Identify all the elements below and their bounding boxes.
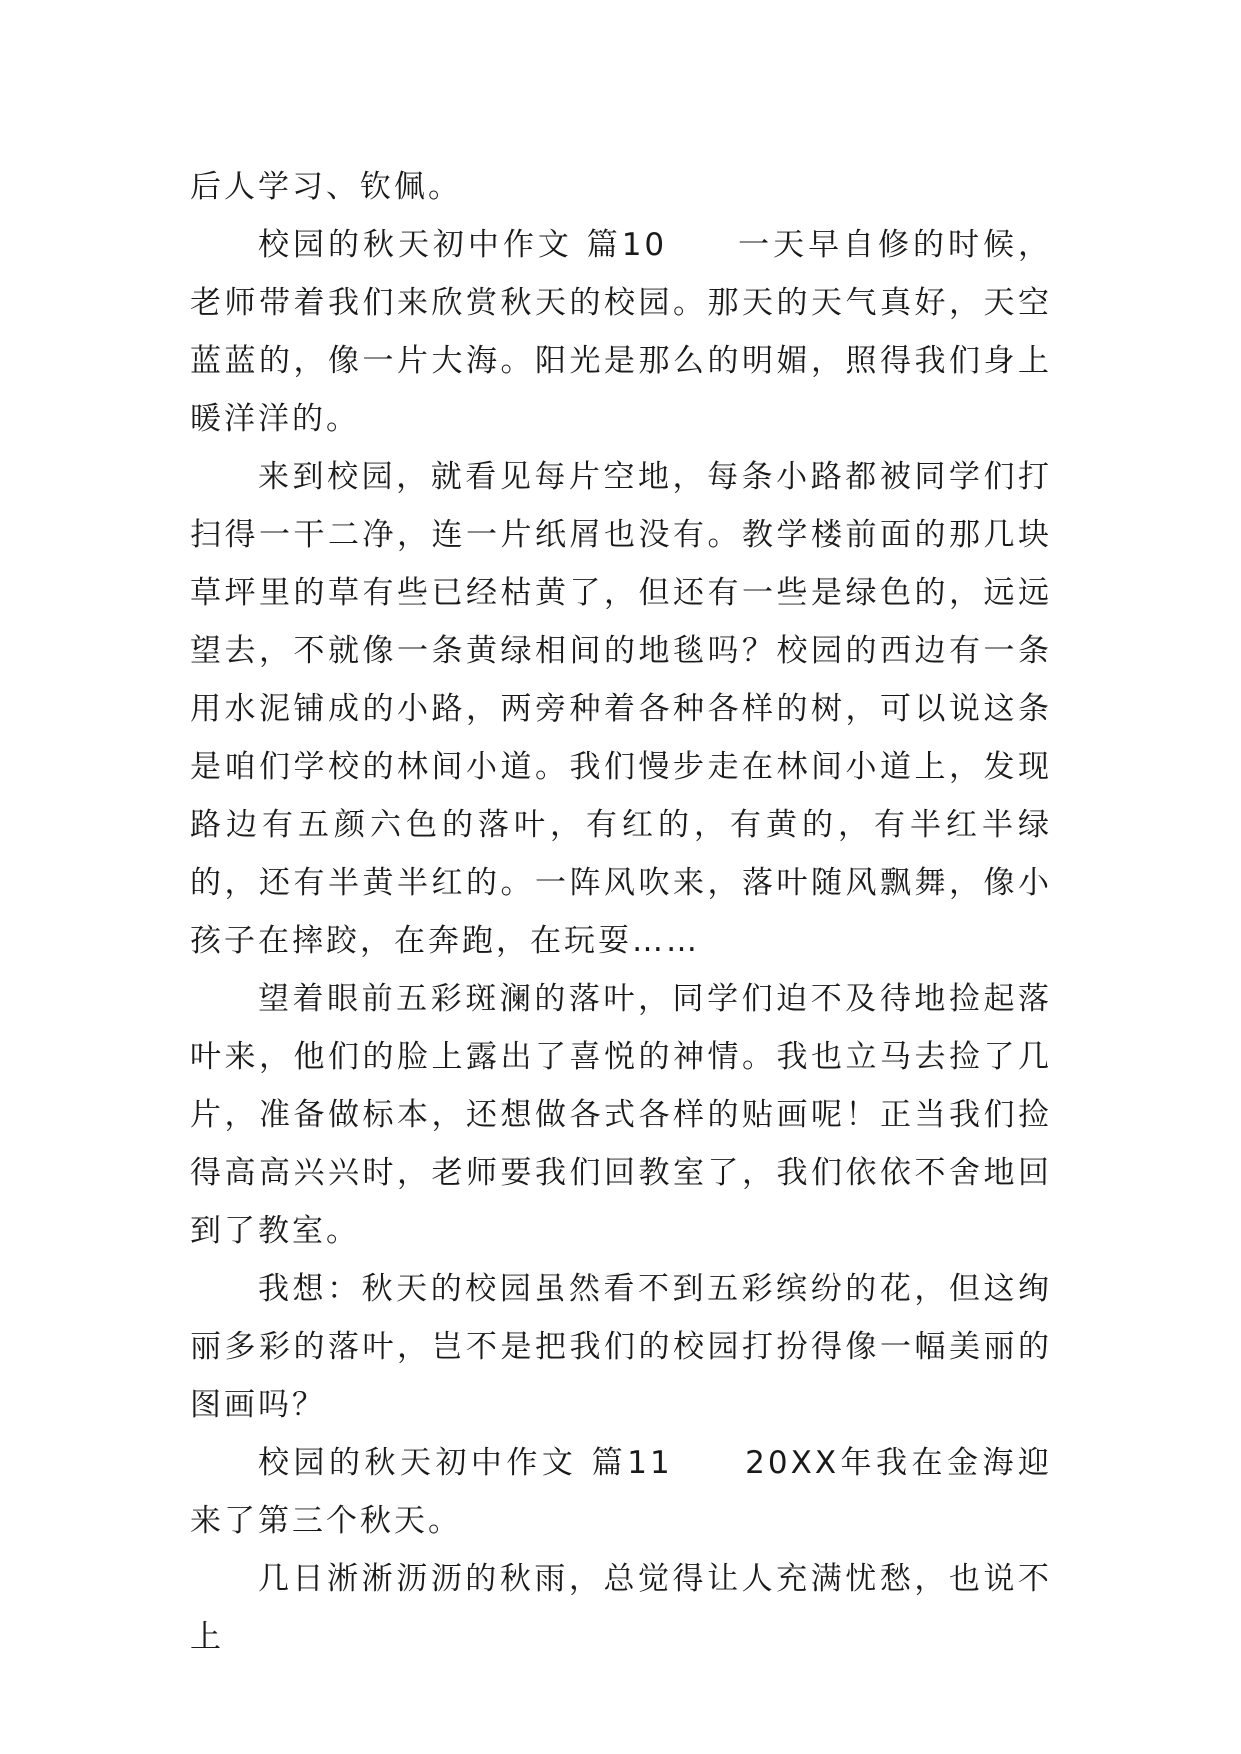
document-body xyxy=(190,158,1052,1666)
paragraph-reflection: 我想：秋天的校园虽然看不到五彩缤纷的花，但这绚丽多彩的落叶，岂不是把我们的校园打扮得像一幅美丽的图画吗？ xyxy=(190,1271,1052,1423)
paragraph-continuation: 后人学习、钦佩。 xyxy=(190,169,462,205)
paragraph-campus-description: 来到校园，就看见每片空地，每条小路都被同学们打扫得一干二净，连一片纸屑也没有。教学楼前面的那几块草坪里的草有些已经枯黄了，但还有一些是绿色的，远远望去，不就像一条黄绿相间的地毯吗？校园的西边有一条用水泥铺成的小路，两旁种着各种各样的树，可以说这条是咱们学校的林间小道。我们慢步走在林间小道上，发现路边有五颜六色的落叶，有红的，有黄的，有半红半绿的，还有半黄半红的。一阵风吹来，落叶随风飘舞，像小孩子在摔跤，在奔跑，在玩耍…… xyxy=(190,459,1052,959)
paragraph-essay-10-intro: 校园的秋天初中作文 篇10 一天早自修的时候，老师带着我们来欣赏秋天的校园。那天的天气真好，天空蓝蓝的，像一片大海。阳光是那么的明媚，照得我们身上暖洋洋的。 xyxy=(190,227,1052,437)
paragraph-picking-leaves: 望着眼前五彩斑澜的落叶，同学们迫不及待地捡起落叶来，他们的脸上露出了喜悦的神情。我也立马去捡了几片，准备做标本，还想做各式各样的贴画呢！正当我们捡得高高兴兴时，老师要我们回教室了，我们依依不舍地回到了教室。 xyxy=(190,981,1052,1249)
paragraph-autumn-rain: 几日淅淅沥沥的秋雨，总觉得让人充满忧愁，也说不上 xyxy=(190,1561,1052,1655)
paragraph-essay-11-intro: 校园的秋天初中作文 篇11 20XX年我在金海迎来了第三个秋天。 xyxy=(190,1445,1052,1539)
